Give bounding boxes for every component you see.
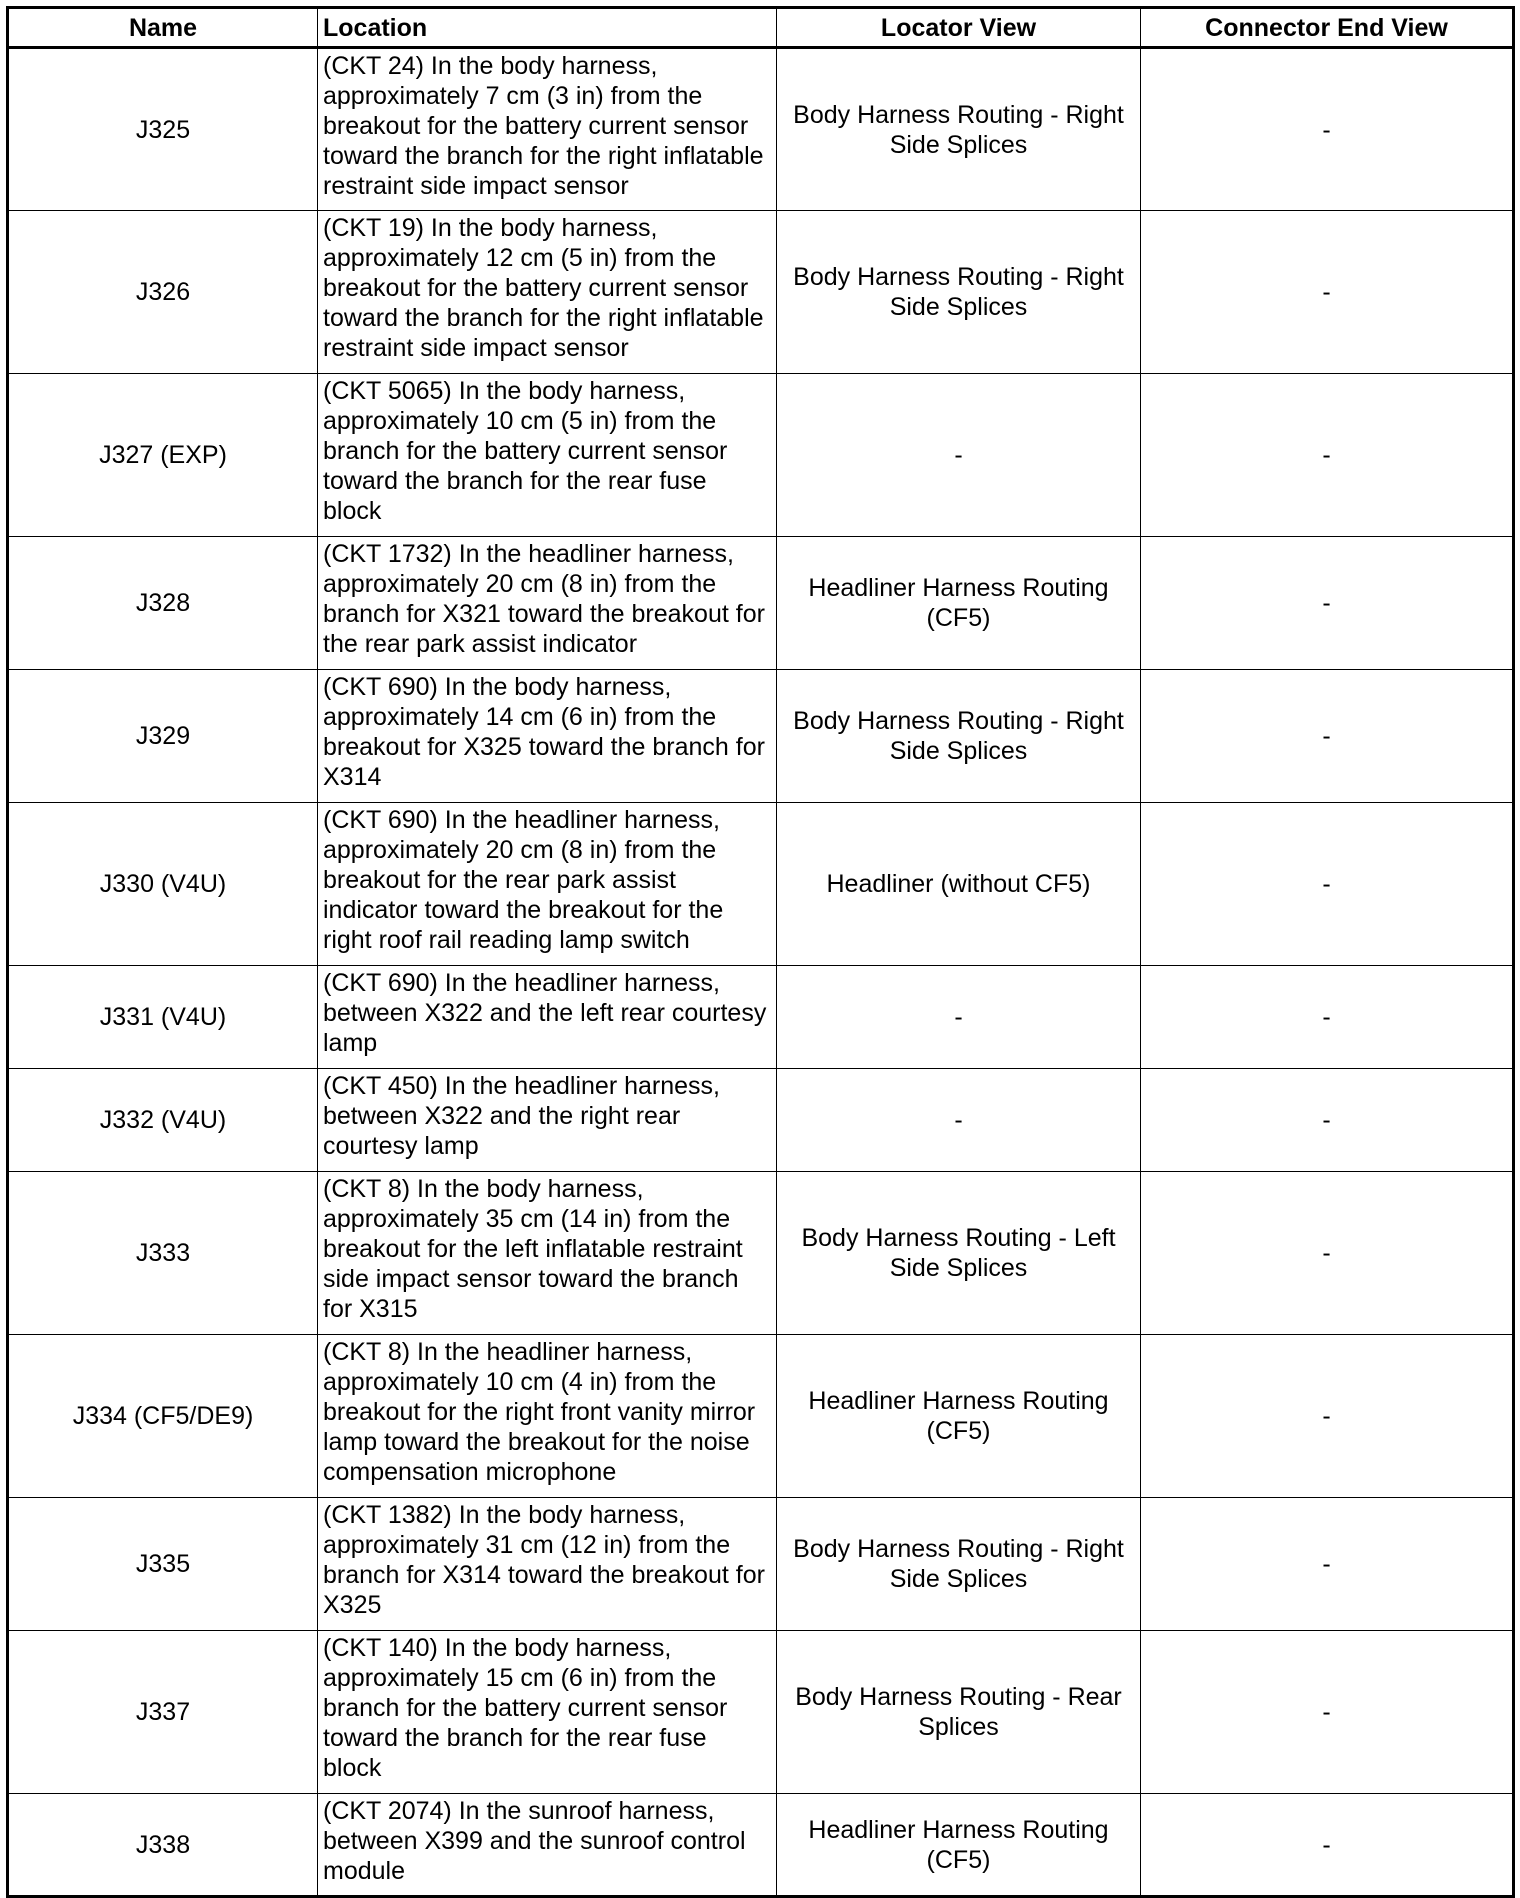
locator-view: - xyxy=(777,966,1141,1069)
splice-location: (CKT 5065) In the body harness, approximately 10 cm (5 in) from the branch for the battery current sensor toward the branch for the rear fuse block xyxy=(318,374,777,537)
table-row xyxy=(8,966,1514,1069)
table-row xyxy=(8,1794,1514,1897)
connector-end-view: - xyxy=(1141,803,1514,966)
splice-location: (CKT 140) In the body harness, approximately 15 cm (6 in) from the branch for the battery current sensor toward the branch for the rear fuse block xyxy=(318,1631,777,1794)
connector-end-view: - xyxy=(1141,48,1514,211)
table-header-row xyxy=(8,8,1514,48)
table-row xyxy=(8,1631,1514,1794)
splice-name: J335 xyxy=(8,1498,318,1631)
locator-view: - xyxy=(777,374,1141,537)
splice-name: J331 (V4U) xyxy=(8,966,318,1069)
splice-name: J332 (V4U) xyxy=(8,1069,318,1172)
splice-name: J338 xyxy=(8,1794,318,1897)
table-row xyxy=(8,374,1514,537)
splice-name: J330 (V4U) xyxy=(8,803,318,966)
locator-view: Body Harness Routing - Left Side Splices xyxy=(777,1172,1141,1335)
splice-name: J334 (CF5/DE9) xyxy=(8,1335,318,1498)
connector-end-view: - xyxy=(1141,1498,1514,1631)
splice-location: (CKT 24) In the body harness, approximately 7 cm (3 in) from the breakout for the battery current sensor toward the branch for the right inflatable restraint side impact sensor xyxy=(318,48,777,211)
splice-location: (CKT 8) In the body harness, approximately 35 cm (14 in) from the breakout for the left inflatable restraint side impact sensor toward the branch for X315 xyxy=(318,1172,777,1335)
table-row xyxy=(8,1069,1514,1172)
locator-view: Headliner Harness Routing (CF5) xyxy=(777,1794,1141,1897)
locator-view: Body Harness Routing - Rear Splices xyxy=(777,1631,1141,1794)
splice-location: (CKT 690) In the headliner harness, approximately 20 cm (8 in) from the breakout for the rear park assist indicator toward the breakout for the right roof rail reading lamp switch xyxy=(318,803,777,966)
table-row xyxy=(8,211,1514,374)
locator-view: Headliner Harness Routing (CF5) xyxy=(777,537,1141,670)
connector-end-view: - xyxy=(1141,374,1514,537)
connector-end-view: - xyxy=(1141,966,1514,1069)
splice-location: (CKT 1382) In the body harness, approximately 31 cm (12 in) from the branch for X314 toward the breakout for X325 xyxy=(318,1498,777,1631)
splice-name: J327 (EXP) xyxy=(8,374,318,537)
splice-location: (CKT 1732) In the headliner harness, approximately 20 cm (8 in) from the branch for X321 toward the breakout for the rear park assist indicator xyxy=(318,537,777,670)
table-row xyxy=(8,803,1514,966)
splice-location: (CKT 19) In the body harness, approximately 12 cm (5 in) from the breakout for the battery current sensor toward the branch for the right inflatable restraint side impact sensor xyxy=(318,211,777,374)
table-row xyxy=(8,1498,1514,1631)
table-row xyxy=(8,670,1514,803)
connector-end-view: - xyxy=(1141,1631,1514,1794)
table-row xyxy=(8,1172,1514,1335)
locator-view: - xyxy=(777,1069,1141,1172)
locator-view: Headliner Harness Routing (CF5) xyxy=(777,1335,1141,1498)
splice-locations-table xyxy=(6,6,1515,1898)
splice-name: J333 xyxy=(8,1172,318,1335)
connector-end-view: - xyxy=(1141,1172,1514,1335)
splice-location: (CKT 690) In the body harness, approximately 14 cm (6 in) from the breakout for X325 toward the branch for X314 xyxy=(318,670,777,803)
splice-location: (CKT 690) In the headliner harness, between X322 and the left rear courtesy lamp xyxy=(318,966,777,1069)
splice-location: (CKT 8) In the headliner harness, approximately 10 cm (4 in) from the breakout for the right front vanity mirror lamp toward the breakout for the noise compensation microphone xyxy=(318,1335,777,1498)
table-row xyxy=(8,48,1514,211)
connector-end-view: - xyxy=(1141,670,1514,803)
connector-end-view: - xyxy=(1141,1335,1514,1498)
splice-name: J326 xyxy=(8,211,318,374)
locator-view: Body Harness Routing - Right Side Splices xyxy=(777,670,1141,803)
splice-name: J328 xyxy=(8,537,318,670)
header-name: Name xyxy=(8,8,318,48)
header-locator-view: Locator View xyxy=(777,8,1141,48)
header-connector-end-view: Connector End View xyxy=(1141,8,1514,48)
header-location: Location xyxy=(318,8,777,48)
splice-name: J337 xyxy=(8,1631,318,1794)
locator-view: Body Harness Routing - Right Side Splices xyxy=(777,211,1141,374)
splice-location: (CKT 2074) In the sunroof harness, between X399 and the sunroof control module xyxy=(318,1794,777,1897)
splice-name: J329 xyxy=(8,670,318,803)
splice-location: (CKT 450) In the headliner harness, between X322 and the right rear courtesy lamp xyxy=(318,1069,777,1172)
connector-end-view: - xyxy=(1141,537,1514,670)
splice-name: J325 xyxy=(8,48,318,211)
table-row xyxy=(8,537,1514,670)
locator-view: Body Harness Routing - Right Side Splices xyxy=(777,48,1141,211)
locator-view: Headliner (without CF5) xyxy=(777,803,1141,966)
locator-view: Body Harness Routing - Right Side Splices xyxy=(777,1498,1141,1631)
connector-end-view: - xyxy=(1141,211,1514,374)
connector-end-view: - xyxy=(1141,1794,1514,1897)
connector-end-view: - xyxy=(1141,1069,1514,1172)
table-row xyxy=(8,1335,1514,1498)
